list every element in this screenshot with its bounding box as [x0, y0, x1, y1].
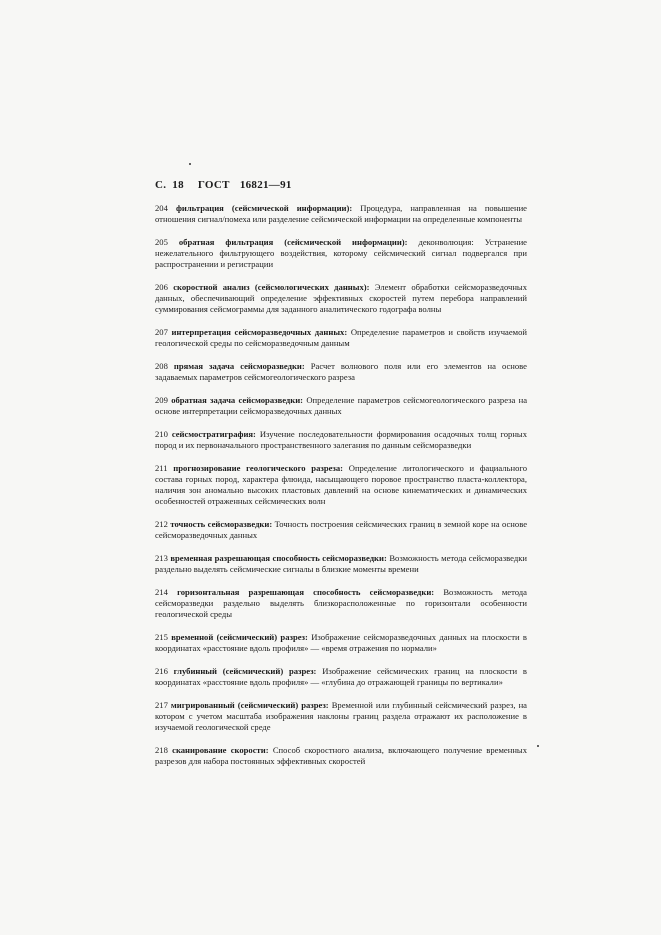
term-number: 213: [155, 553, 168, 563]
page-header: [155, 179, 292, 191]
term-entry: [155, 361, 527, 383]
term-number: 217: [155, 700, 168, 710]
term-number: 209: [155, 395, 168, 405]
term-entry: [155, 282, 527, 315]
term-number: 212: [155, 519, 168, 529]
term-definition: Определение параметров и свойств изучаемой геологической среды по сейсморазведочным данным: [155, 327, 527, 348]
term-entry: [155, 429, 527, 451]
term-name: сейсмостратиграфия:: [171, 429, 256, 439]
term-definition: Способ скоростного анализа, включающего получение временных разрезов для набора постоянных эффективных скоростей: [155, 745, 527, 766]
term-number: 214: [155, 587, 168, 597]
term-name: скоростной анализ (сейсмологических данных):: [173, 282, 370, 292]
term-name: точность сейсморазведки:: [170, 519, 273, 529]
term-number: 205: [155, 237, 168, 247]
term-entry: [155, 463, 527, 507]
term-name: глубинный (сейсмический) разрез:: [173, 666, 317, 676]
term-number: 216: [155, 666, 168, 676]
term-entry: [155, 553, 527, 575]
scan-speck: [537, 745, 539, 747]
term-number: 208: [155, 361, 168, 371]
scan-speck: [189, 163, 191, 165]
term-entry: [155, 700, 527, 733]
term-entry: [155, 587, 527, 620]
term-name: горизонтальная разрешающая способность сейсморазведки:: [177, 587, 435, 597]
standard-number: 16821—91: [239, 179, 292, 191]
term-definition: деконволюция: Устранение нежелательного фильтрующего воздействия, которому сейсмический сигнал подвергался при распространении и регистрации: [155, 237, 527, 269]
term-definition: Определение литологического и фациального состава горных пород, характера флюида, насыщающего поровое пространство пласта-коллектора, наличия зон аномально высоких пластовых давлений на основе кинематических и динамических особенностей отраженных сейсмических волн: [155, 463, 528, 506]
term-definition: Элемент обработки сейсморазведочных данных, обеспечивающий определение эффективных скоростей путем перебора направлений суммирования сейсмограммы для заданного аналитического годографа волны: [155, 282, 528, 314]
term-entry: [155, 745, 527, 767]
term-definition: Точность построения сейсмических границ в земной коре на основе сейсморазведочных данных: [155, 519, 528, 540]
term-definition: Временной или глубинный сейсмический разрез, на котором с учетом масштаба изображения наклоны границ раздела отражают их расположение в изучаемой геологической среде: [155, 700, 527, 732]
page-prefix: С.: [155, 179, 167, 191]
term-name: обратная задача сейсморазведки:: [171, 395, 304, 405]
standard-label: ГОСТ: [197, 179, 230, 191]
term-definition: Изучение последовательности формирования осадочных толщ горных пород и их первоначального пространственного залегания по данным сейсморазведки: [155, 429, 527, 450]
term-definition: Изображение сейсморазведочных данных на плоскости в координатах «расстояние вдоль профиля» — «время отражения по нормали»: [155, 632, 527, 653]
term-entry: [155, 666, 527, 688]
term-number: 204: [155, 203, 168, 213]
term-number: 210: [155, 429, 168, 439]
term-definition: Расчет волнового поля или его элементов на основе задаваемых параметров сейсмогеологического разреза: [155, 361, 527, 382]
term-name: мигрированный (сейсмический) разрез:: [170, 700, 329, 710]
term-definition: Возможность метода сейсморазведки раздельно выделять сейсмические сигналы в близкие моменты времени: [155, 553, 527, 574]
term-name: прямая задача сейсморазведки:: [173, 361, 305, 371]
term-list: [155, 203, 527, 779]
term-entry: [155, 327, 527, 349]
term-name: временная разрешающая способность сейсморазведки:: [170, 553, 387, 563]
term-definition: Изображение сейсмических границ на плоскости в координатах «расстояние вдоль профиля» — «глубина до отражающей границы по вертикали»: [155, 666, 527, 687]
term-number: 211: [155, 463, 168, 473]
term-entry: [155, 203, 527, 225]
term-name: прогнозирование геологического разреза:: [173, 463, 344, 473]
term-entry: [155, 632, 527, 654]
term-name: фильтрация (сейсмической информации):: [175, 203, 353, 213]
term-definition: Возможность метода сейсморазведки раздельно выделять близкорасположенные по горизонтали особенности геологической среды: [155, 587, 527, 619]
term-entry: [155, 395, 527, 417]
term-number: 218: [155, 745, 168, 755]
term-entry: [155, 237, 527, 270]
term-definition: Определение параметров сейсмогеологического разреза на основе интерпретации сейсморазведочных данных: [155, 395, 528, 416]
term-number: 207: [155, 327, 168, 337]
term-name: временной (сейсмический) разрез:: [171, 632, 308, 642]
term-entry: [155, 519, 527, 541]
page-number: 18: [172, 179, 184, 191]
term-definition: Процедура, направленная на повышение отношения сигнал/помеха или разделение сейсмической информации на определенные компоненты: [155, 203, 527, 224]
term-name: сканирование скорости:: [172, 745, 269, 755]
term-name: обратная фильтрация (сейсмической информации):: [178, 237, 408, 247]
term-number: 215: [155, 632, 168, 642]
term-number: 206: [155, 282, 168, 292]
term-name: интерпретация сейсморазведочных данных:: [171, 327, 348, 337]
